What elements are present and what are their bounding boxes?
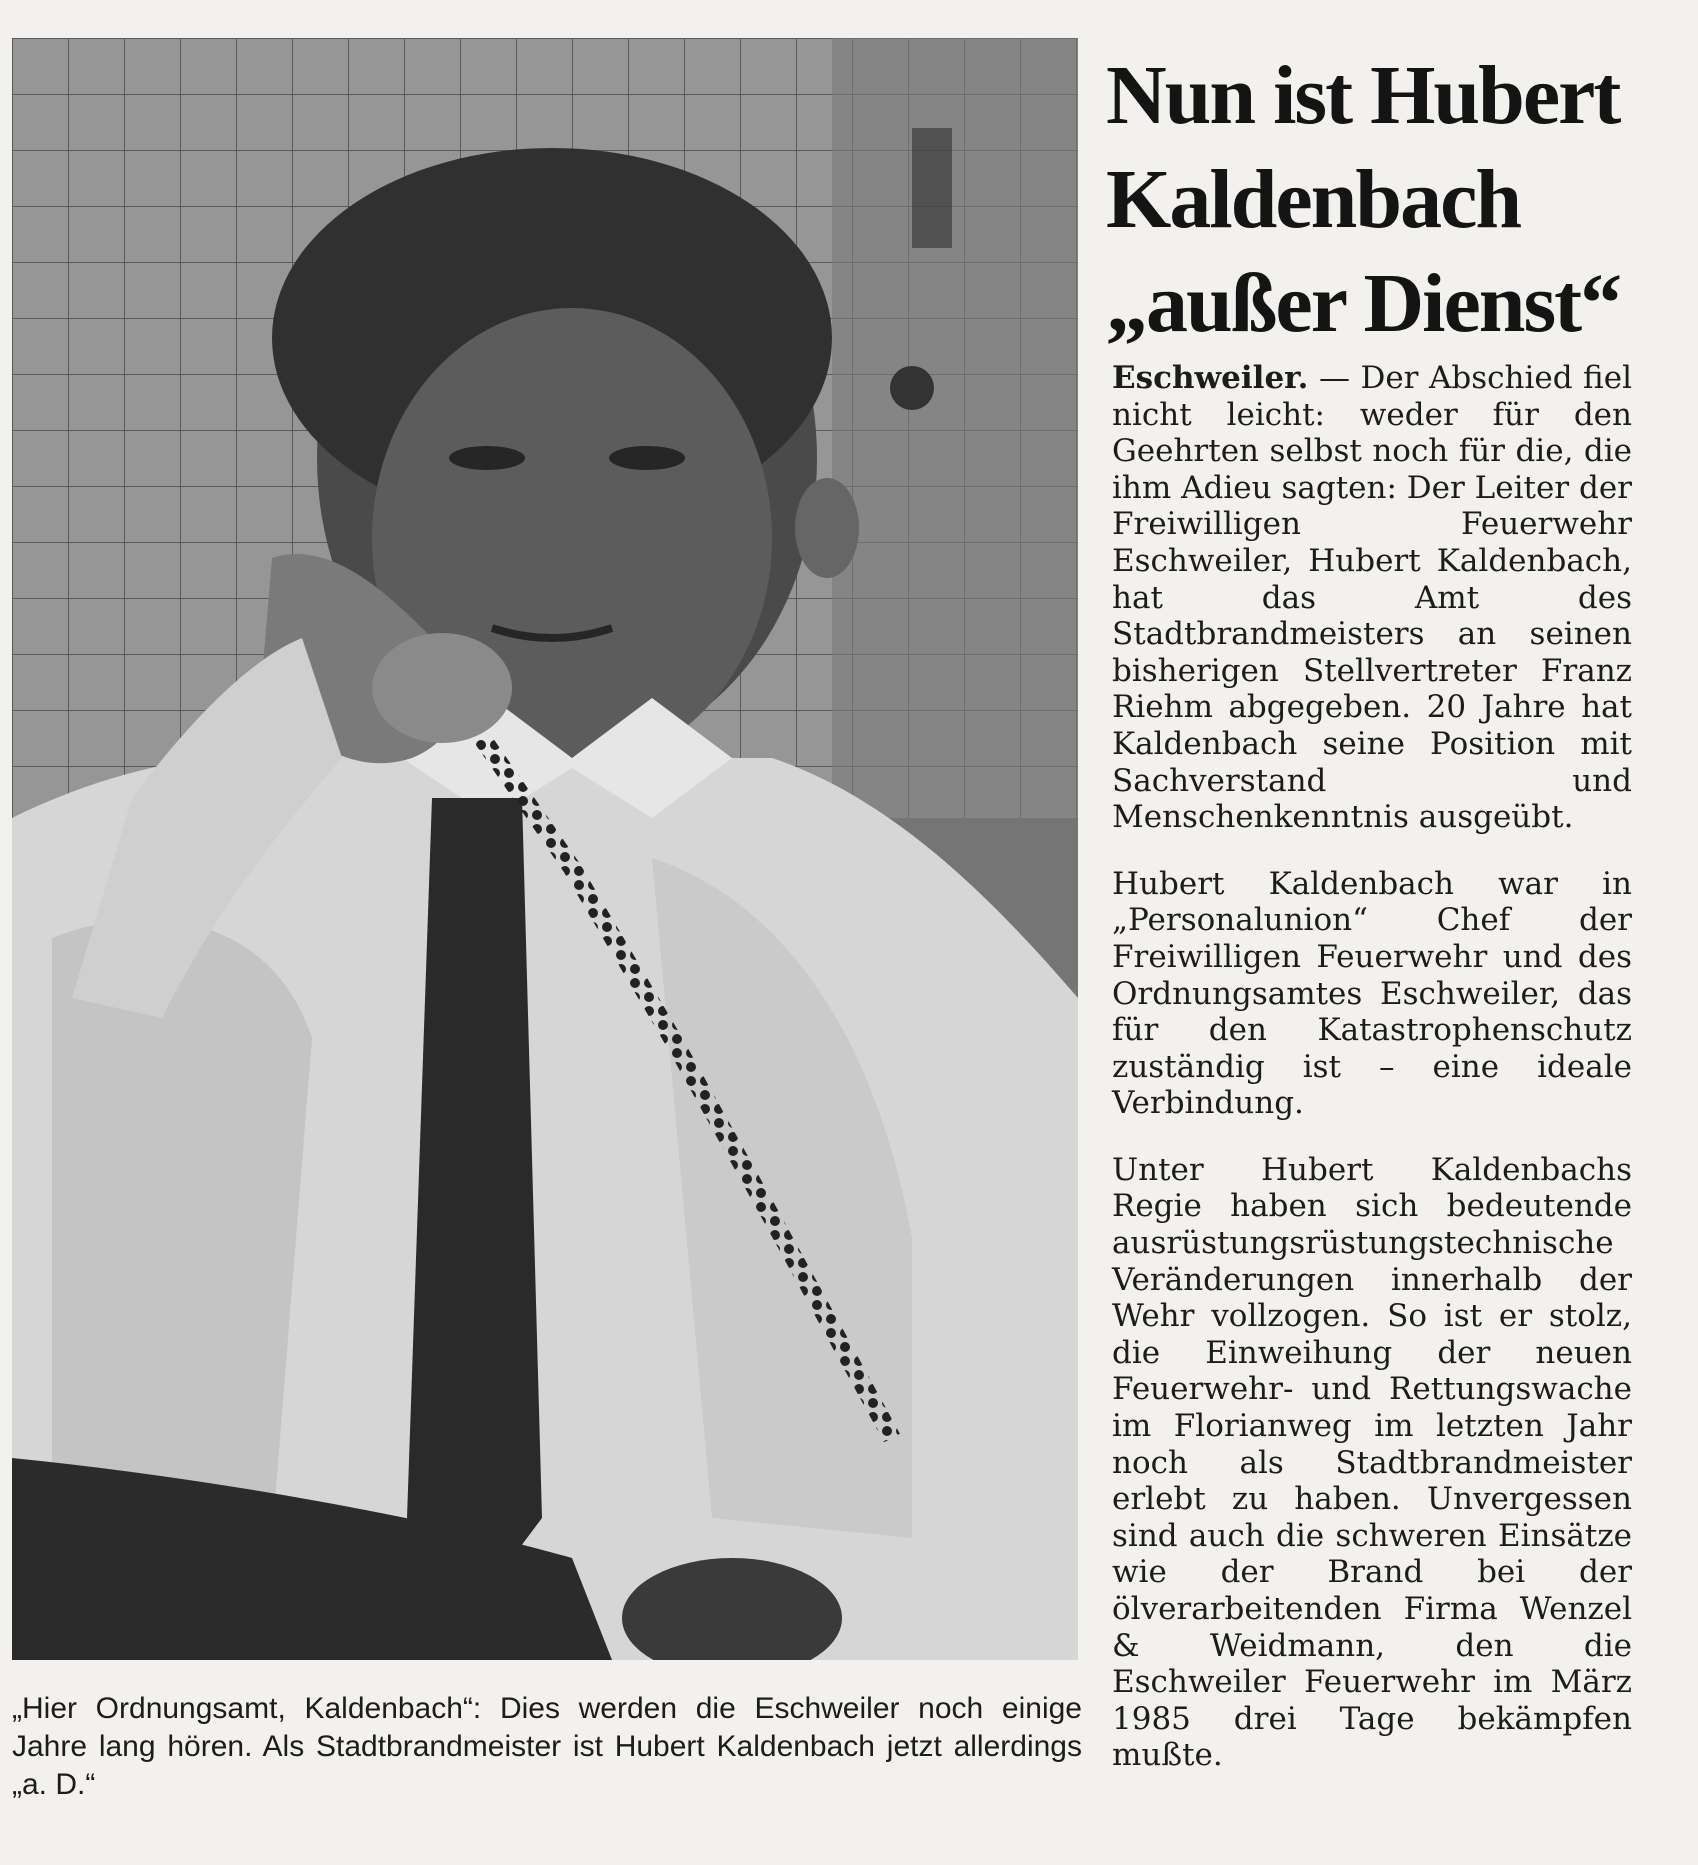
headline-line-3: „außer Dienst“ bbox=[1106, 257, 1621, 350]
photo-illustration bbox=[12, 38, 1078, 1660]
article-paragraph-2: Hubert Kaldenbach war in „Personalunion“ Chef der Freiwilligen Feuerwehr und des Ordnungsamtes Eschweiler, das für den Katastrophenschutz zuständig ist – eine ideale Verbindung. bbox=[1112, 865, 1632, 1122]
portrait-photo bbox=[12, 38, 1078, 1660]
paragraph-1-text: — Der Abschied fiel nicht leicht: weder für den Geehrten selbst noch für die, die ihm Adieu sagten: Der Leiter der Freiwilligen Feuerwehr Eschweiler, Hubert Kaldenbach, hat das Amt des Stadtbrandmeisters an seinen bisherigen Stellvertreter Franz Riehm abgegeben. 20 Jahre hat Kaldenbach seine Position mit Sachverstand und Menschenkenntnis ausgeübt. bbox=[1112, 360, 1632, 836]
headline-line-2: Kaldenbach bbox=[1106, 153, 1521, 246]
photo-caption: „Hier Ordnungsamt, Kaldenbach“: Dies werden die Eschweiler noch einige Jahre lang hören. Als Stadtbrandmeister ist Hubert Kaldenbach jetzt allerdings „a. D.“ bbox=[12, 1692, 1082, 1801]
article-body bbox=[1112, 360, 1632, 1804]
headline bbox=[1106, 44, 1676, 356]
dateline: Eschweiler. bbox=[1112, 360, 1309, 396]
article-paragraph-3: Unter Hubert Kaldenbachs Regie haben sich bedeutende ausrüstungsrüstungstechnische Veränderungen innerhalb der Wehr vollzogen. So ist er stolz, die Einweihung der neuen Feuerwehr- und Rettungswache im Florianweg im letzten Jahr noch als Stadtbrandmeister erlebt zu haben. Unvergessen sind auch die schweren Einsätze wie der Brand bei der ölverarbeitenden Firma Wenzel & Weidmann, den die Eschweiler Feuerwehr im März 1985 drei Tage bekämpfen mußte. bbox=[1112, 1151, 1632, 1774]
headline-line-1: Nun ist Hubert bbox=[1106, 49, 1620, 142]
article-paragraph-1 bbox=[1112, 360, 1632, 836]
